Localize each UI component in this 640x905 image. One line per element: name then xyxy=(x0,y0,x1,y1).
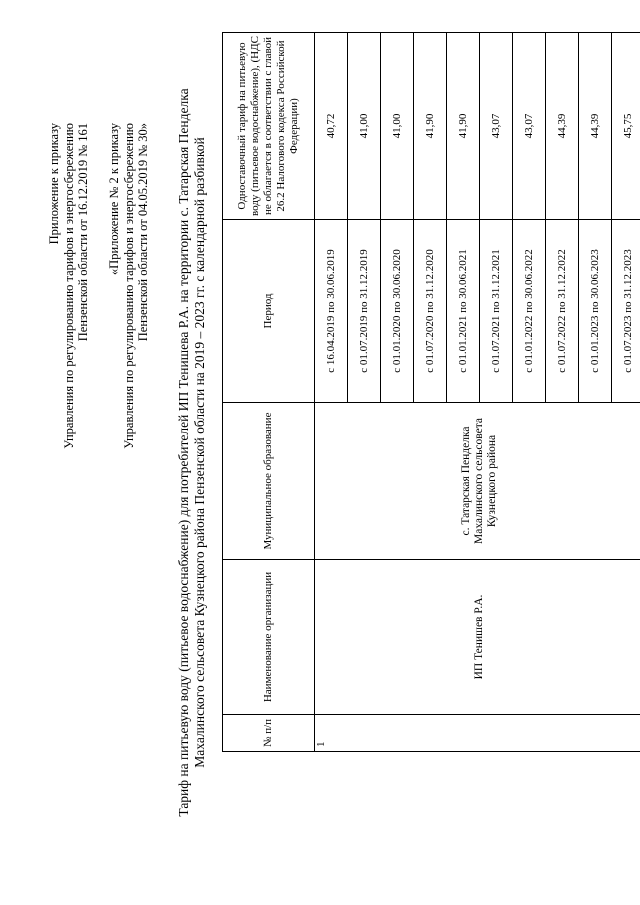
appendix-line: «Приложение № 2 к приказу xyxy=(107,123,121,276)
document-title xyxy=(176,0,208,905)
tariff-cell: 43,07 xyxy=(513,33,546,220)
appendix-line: Управления по регулированию тарифов и энергосбережению xyxy=(61,123,76,449)
tariff-cell: 44,39 xyxy=(579,33,612,220)
appendix-order-2019-30 xyxy=(107,123,151,449)
header-organization: Наименование организации xyxy=(223,560,315,715)
appendix-line: Пензенской области от 04.05.2019 № 30» xyxy=(136,123,150,342)
title-line: Тариф на питьевую воду (питьевое водоснабжение) для потребителей ИП Тенишева Р.А. на территории с. Татарская Пенделка xyxy=(176,88,191,817)
table-header-row xyxy=(223,33,315,752)
tariff-cell: 41,00 xyxy=(381,33,414,220)
tariff-cell: 45,75 xyxy=(612,33,640,220)
header-period: Период xyxy=(223,220,315,403)
organization-name: ИП Тенишев Р.А. xyxy=(315,560,640,715)
tariff-cell: 41,90 xyxy=(414,33,447,220)
period-cell: с 01.07.2023 по 31.12.2023 xyxy=(612,220,640,403)
table-row xyxy=(315,33,348,752)
header-municipality: Муниципальное образование xyxy=(223,403,315,560)
tariff-cell: 40,72 xyxy=(315,33,348,220)
period-cell: с 01.07.2019 по 31.12.2019 xyxy=(348,220,381,403)
header-tariff: Одноставочный тариф на питьевую воду (питьевое водоснабжение), (НДС не облагается в соответствии с главой 26.2 Налогового кодекса Российской Федерации) xyxy=(223,33,315,220)
tariff-table xyxy=(222,32,640,752)
row-number: 1 xyxy=(315,715,640,752)
period-cell: с 01.01.2022 по 30.06.2022 xyxy=(513,220,546,403)
period-cell: с 16.04.2019 по 30.06.2019 xyxy=(315,220,348,403)
header-num: № п/п xyxy=(223,715,315,752)
tariff-cell: 41,00 xyxy=(348,33,381,220)
appendix-line: Пензенской области от 16.12.2019 № 161 xyxy=(76,123,90,342)
period-cell: с 01.01.2020 по 30.06.2020 xyxy=(381,220,414,403)
period-cell: с 01.07.2022 по 31.12.2022 xyxy=(546,220,579,403)
appendix-line: Управления по регулированию тарифов и энергосбережению xyxy=(121,123,136,449)
title-line: Махалинского сельсовета Кузнецкого района Пензенской области на 2019 – 2023 гг. с календарной разбивкой xyxy=(192,137,207,768)
tariff-cell: 43,07 xyxy=(480,33,513,220)
period-cell: с 01.07.2021 по 31.12.2021 xyxy=(480,220,513,403)
period-cell: с 01.01.2023 по 30.06.2023 xyxy=(579,220,612,403)
appendix-line: Приложение к приказу xyxy=(47,123,61,245)
tariff-cell: 44,39 xyxy=(546,33,579,220)
municipality-name: с. Татарская Пенделка Махалинского сельсовета Кузнецкого района xyxy=(315,403,640,560)
appendix-order-2019-161 xyxy=(47,123,91,449)
tariff-cell: 41,90 xyxy=(447,33,480,220)
period-cell: с 01.01.2021 по 30.06.2021 xyxy=(447,220,480,403)
period-cell: с 01.07.2020 по 31.12.2020 xyxy=(414,220,447,403)
